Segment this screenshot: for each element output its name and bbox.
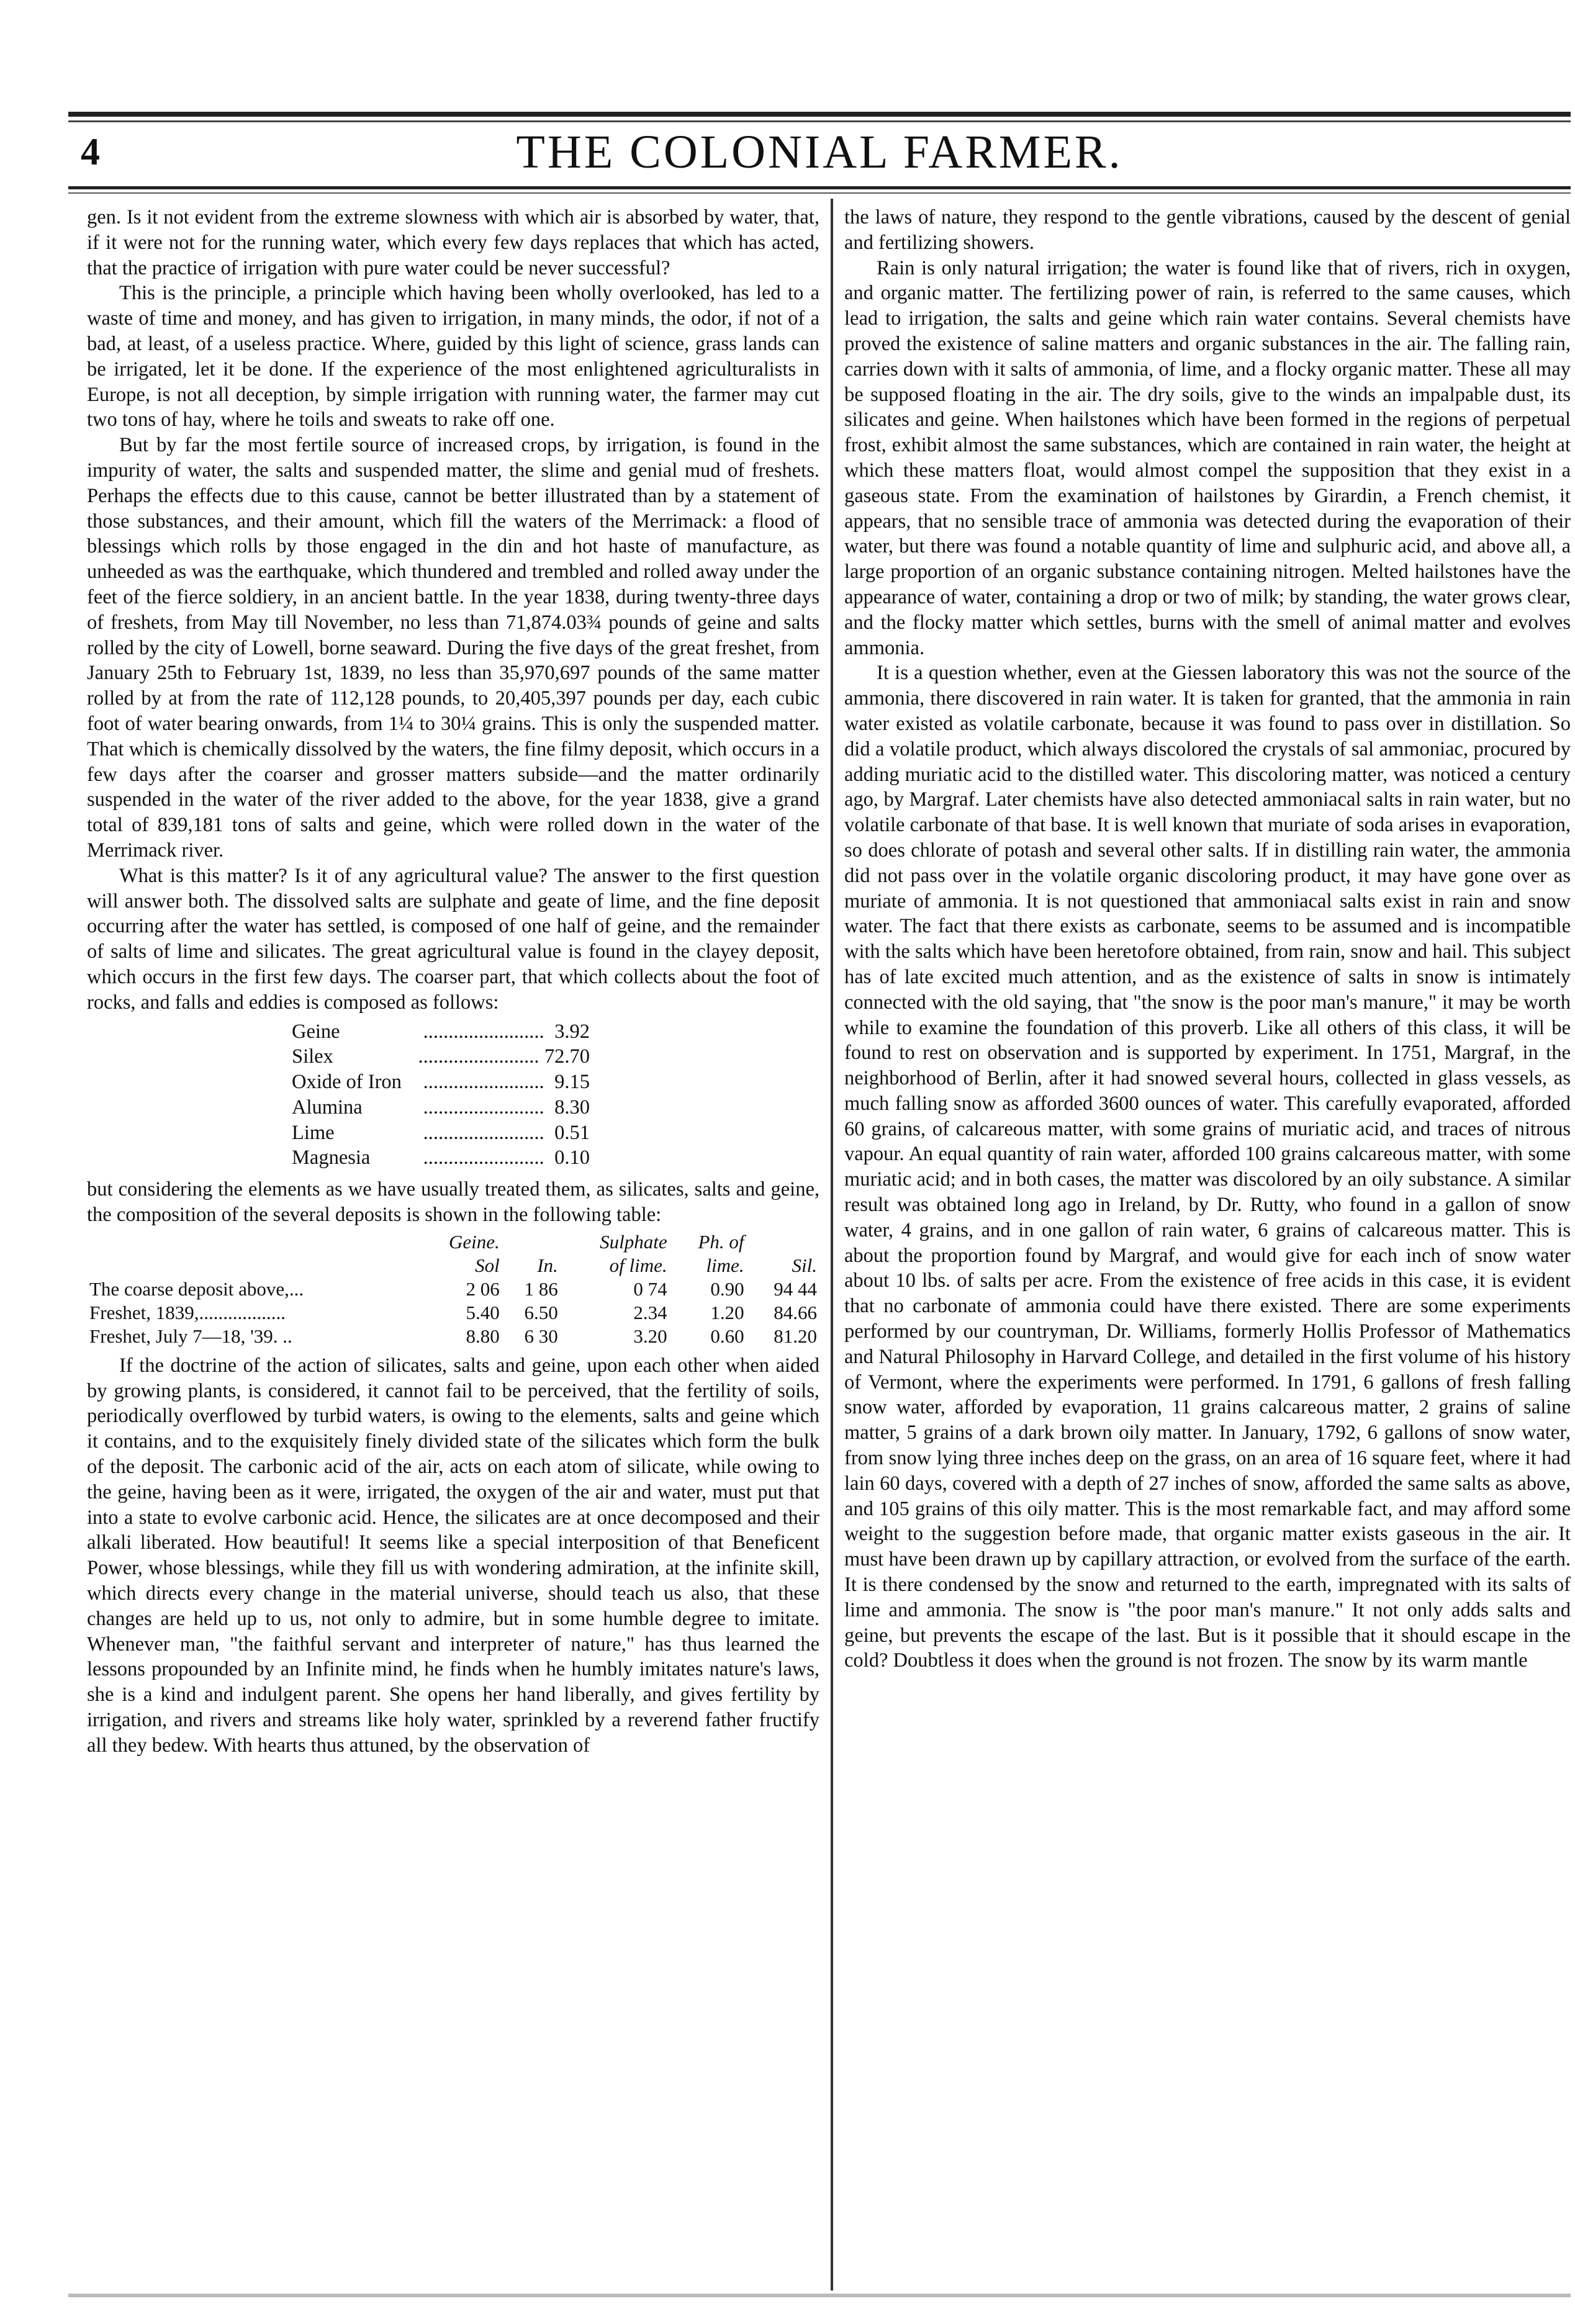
left-paragraph-3: But by far the most fertile source of increased crops, by irrigation, is found in the impurity of water, the salts and suspended matter, the slime and genial mud of freshets. Perhaps the effects due to this cause, cannot be better illustrated than by a statement of those substances, and their amount, which fill the waters of the Merrimack: a flood of blessings which rolls by those engaged in the din and hot haste of manufacture, as unheeded as was the earthquake, which thundered and trembled and rolled away under the feet of the fierce soldiery, in an ancient battle. In the year 1838, during twenty-three days of freshets, from May till November, no less than 71,874.03¾ pounds of geine and salts rolled by the city of Lowell, borne seaward. During the five days of the great freshet, from January 25th to February 1st, 1839, no less than 35,970,697 pounds of the same matter rolled by at from the rate of 112,128 pounds, to 20,405,397 pounds per day, each cubic foot of water bearing onwards, from 1¼ to 30¼ grains. This is only the suspended matter. That which is chemically dissolved by the waters, the fine filmy deposit, which occurs in a few days after the coarser and grosser matters subside—and the matter ordinarily suspended in the water of the river added to the above, for the year 1838, give a grand total of 839,181 tons of salts and geine, which were rolled down in the water of the Merrimack river. (87, 434, 819, 862)
analysis-row (292, 1120, 590, 1146)
cell-sol: 2 06 (466, 1277, 500, 1300)
header-of-lime: of lime. (609, 1254, 667, 1276)
table-row (87, 1277, 819, 1301)
table-row (87, 1301, 819, 1325)
leader-dots: ........................ (423, 1096, 544, 1119)
analysis-value: 0.10 (554, 1146, 590, 1169)
bottom-edge-marks (68, 2294, 1571, 2297)
analysis-value: 3.92 (554, 1020, 590, 1043)
cell-sulphate: 3.20 (633, 1325, 667, 1347)
cell-sol: 8.80 (466, 1325, 500, 1347)
left-paragraph-5: but considering the elements as we have usually treated them, as silicates, salts and geine, the composition of the several deposits is shown in the following table: (87, 1178, 819, 1227)
analysis-value: 72.70 (544, 1045, 590, 1068)
left-column (87, 205, 819, 2290)
composition-table (87, 1230, 819, 1348)
header-in: In. (537, 1254, 558, 1276)
row-label: Freshet, July 7—18, '39. .. (89, 1325, 292, 1347)
analysis-value: 9.15 (554, 1071, 590, 1094)
cell-in: 1 86 (524, 1277, 558, 1300)
leader-dots: ........................ (423, 1071, 544, 1094)
header-ph-of: Ph. of (698, 1230, 744, 1253)
leader-dots: ........................ (423, 1121, 544, 1144)
deposit-analysis-list (292, 1019, 590, 1171)
row-label: The coarse deposit above,... (89, 1277, 304, 1300)
blank-header (502, 1230, 561, 1254)
header-sol: Sol (475, 1254, 500, 1276)
analysis-row (292, 1095, 590, 1120)
leader-dots: ........................ (423, 1020, 544, 1043)
cell-sil: 81.20 (774, 1325, 817, 1347)
blank-header (87, 1230, 418, 1254)
header-sulphate: Sulphate (600, 1230, 667, 1253)
left-paragraph-2: This is the principle, a principle which having been wholly overlooked, has led to a waste of time and money, and has given to irrigation, in many minds, the odor, if not of a bad, at least, of a useless practice. Where, guided by this light of science, grass lands can be irrigated, let it be done. If the experience of the most enlightened agriculturalists in Europe, is not all deception, by simple irrigation with running water, the farmer may cut two tons of hay, where he toils and sweats to rake off one. (87, 282, 819, 431)
leader-dots: ........................ (418, 1045, 539, 1068)
analysis-row (292, 1145, 590, 1171)
cell-sulphate: 0 74 (633, 1277, 667, 1300)
right-column (844, 205, 1571, 2290)
table-subheader-row (87, 1254, 819, 1277)
header-sil: Sil. (792, 1254, 817, 1276)
analysis-name: Lime (292, 1121, 335, 1144)
right-paragraph-2: Rain is only natural irrigation; the water is found like that of rivers, rich in oxygen, and organic matter. The fertilizing power of rain, is referred to the same causes, which lead to irrigation, the salts and geine which rain water contains. Several chemists have proved the existence of saline matters and organic substances in the air. The falling rain, carries down with it salts of ammonia, of lime, and a flocky organic matter. These all may be supposed floating in the air. The dry soils, give to the winds an impalpable dust, its silicates and geine. When hailstones which have been formed in the regions of perpetual frost, exhibit almost the same substances, which are contained in rain water, the height at which these matters float, would almost compel the supposition that they exist in a gaseous state. From the examination of hailstones by Girardin, a French chemist, it appears, that no sensible trace of ammonia was detected during the evaporation of their water, but there was found a notable quantity of lime and sulphuric acid, and above all, a large proportion of an organic substance containing nitrogen. Melted hailstones have the appearance of water, containing a drop or two of milk; by standing, the water grows clear, and the flocky matter which settles, burns with the smell of animal matter and evolves ammonia. (844, 256, 1571, 659)
leader-dots: ........................ (423, 1146, 544, 1169)
header-rule (68, 186, 1571, 189)
table-row (87, 1325, 819, 1348)
cell-phosphate: 0.60 (710, 1325, 744, 1347)
analysis-name: Magnesia (292, 1146, 371, 1169)
left-paragraph-6: If the doctrine of the action of silicates, salts and geine, upon each other when aided by growing plants, is considered, it cannot fail to be perceived, that the fertility of soils, periodically overflowed by turbid waters, is owing to the elements, salts and geine which it contains, and to the exquisitely finely divided state of the silicates which form the bulk of the deposit. The carbonic acid of the air, acts on each atom of silicate, while owing to the geine, having been as it were, irrigated, the oxygen of the air and water, must put that into a state to evolve carbonic acid. Hence, the silicates are at once decomposed and their alkali liberated. How beautiful! It seems like a special interposition of that Beneficent Power, whose blessings, while they fill us with wondering admiration, at the infinite skill, which directs every change in the material universe, should teach us also, that these changes are held up to us, not only to admire, but in some humble degree to imitate. Whenever man, "the faithful servant and interpreter of nature," has thus learned the lessons propounded by an Infinite mind, he finds when he humbly imitates nature's laws, she is a kind and indulgent parent. She opens her hand liberally, and gives fertility by irrigation, and rivers and streams like holy water, sprinkled by a reverend father fructify all they bedew. With hearts thus attuned, by the observation of (87, 1354, 819, 1757)
left-paragraph-4: What is this matter? Is it of any agricultural value? The answer to the first question will answer both. The dissolved salts are sulphate and geate of lime, and the fine deposit occurring after the water has settled, is composed of one half of geine, and the remainder of salts of lime and silicates. The great agricultural value is found in the clayey deposit, which occurs in the first few days. The coarser part, that which collects about the foot of rocks, and falls and eddies is composed as follows: (87, 864, 819, 1014)
cell-sulphate: 2.34 (633, 1301, 667, 1323)
header-geine: Geine. (449, 1230, 500, 1253)
row-label: Freshet, 1839,.................. (89, 1301, 286, 1323)
analysis-name: Silex (292, 1045, 333, 1068)
top-rule (68, 112, 1571, 117)
cell-in: 6 30 (524, 1325, 558, 1347)
table-header-row (87, 1230, 819, 1254)
cell-phosphate: 0.90 (710, 1277, 744, 1300)
cell-sil: 84.66 (774, 1301, 817, 1323)
header-rule-thin (68, 192, 1571, 194)
page-number: 4 (81, 131, 100, 173)
cell-phosphate: 1.20 (710, 1301, 744, 1323)
analysis-name: Geine (292, 1020, 340, 1043)
left-paragraph-1: gen. Is it not evident from the extreme slowness with which air is absorbed by water, that, if it were not for the running water, which every few days replaces that which has acted, that the practice of irrigation with pure water could be never successful? (87, 206, 819, 279)
header-lime: lime. (706, 1254, 744, 1276)
cell-sil: 94 44 (774, 1277, 817, 1300)
analysis-row (292, 1070, 590, 1095)
cell-sol: 5.40 (466, 1301, 500, 1323)
running-head-title: THE COLONIAL FARMER. (516, 126, 1123, 178)
analysis-row (292, 1044, 590, 1070)
analysis-name: Alumina (292, 1096, 363, 1119)
analysis-name: Oxide of Iron (292, 1071, 402, 1094)
analysis-value: 0.51 (554, 1121, 590, 1144)
analysis-value: 8.30 (554, 1096, 590, 1119)
blank-header (87, 1254, 418, 1277)
column-divider (831, 199, 833, 2290)
top-rule-thin (68, 120, 1571, 122)
analysis-row (292, 1019, 590, 1045)
newspaper-page (68, 93, 1571, 2303)
blank-header (747, 1230, 819, 1254)
right-paragraph-1: the laws of nature, they respond to the gentle vibrations, caused by the descent of genial and fertilizing showers. (844, 206, 1571, 254)
right-paragraph-3: It is a question whether, even at the Giessen laboratory this was not the source of the ammonia, there discovered in rain water. It is taken for granted, that the ammonia in rain water existed as volatile carbonate, because it was found to pass over in distillation. So did a volatile product, which always discolored the crystals of sal ammoniac, procured by adding muriatic acid to the distilled water. This discoloring matter, was noticed a century ago, by Margraf. Later chemists have also detected ammoniacal salts in rain water, but no volatile carbonate of that base. It is well known that muriate of soda arises in evaporation, so does chlorate of potash and several other salts. If in distilling rain water, the ammonia did not pass over in the volatile organic discoloring product, it may have gone over as muriate of ammonia. It is not questioned that ammoniacal salts exist in rain and snow water. The fact that there exists as carbonate, seems to be assumed and is incompatible with the salts which have been heretofore obtained, from rain, snow and hail. This subject has of late excited much attention, and as the existence of salts in snow is intimately connected with the old saying, that "the snow is the poor man's manure," it may be worth while to examine the foundation of this proverb. Like all others of this class, it will be found to rest on observation and is supported by experiment. In 1751, Margraf, in the neighborhood of Berlin, after it had snowed several hours, collected in glass vessels, as much falling snow as afforded 3600 ounces of water. This carefully evaporated, afforded 60 grains, of calcareous matter, with some grains of muriatic acid, and traces of nitrous vapour. An equal quantity of rain water, afforded 100 grains calcareous matter, with some muriatic acid; and in both cases, the matter was discolored by an oily substance. A similar result was obtained long ago in Ireland, by Dr. Rutty, who found in a gallon of snow water, 4 grains, and in one gallon of rain water, 6 grains of calcareous matter. This is about the proportion found by Margraf, and would give for each inch of snow water about 10 lbs. of salts per acre. From the existence of free acids in this case, it is evident that no carbonate of ammonia could have there existed. There are some experiments performed by our countryman, Dr. Williams, formerly Hollis Professor of Mathematics and Natural Philosophy in Harvard College, and detailed in the first volume of his history of Vermont, where the experiments were performed. In 1791, 6 gallons of fresh falling snow water, afforded by evaporation, 11 grains calcareous matter, 2 grains of saline matter, 5 grains of a dark brown oily matter. In January, 1792, 6 gallons of snow water, from snow lying three inches deep on the grass, on an area of 16 square feet, where it had lain 60 days, covered with a depth of 27 inches of snow, afforded the same salts as above, and 105 grains of this oily matter. This is the most remarkable fact, and may afford some weight to the suggestion before made, that organic matter exists gaseous in the air. It must have been drawn up by capillary attraction, or evolved from the surface of the earth. It is there condensed by the snow and returned to the earth, impregnated with its salts of lime and ammonia. The snow is "the poor man's manure." It not only adds salts and geine, but prevents the escape of the last. But is it possible that it should escape in the cold? Doubtless it does when the ground is not frozen. The snow by its warm mantle (844, 662, 1571, 1672)
cell-in: 6.50 (524, 1301, 558, 1323)
